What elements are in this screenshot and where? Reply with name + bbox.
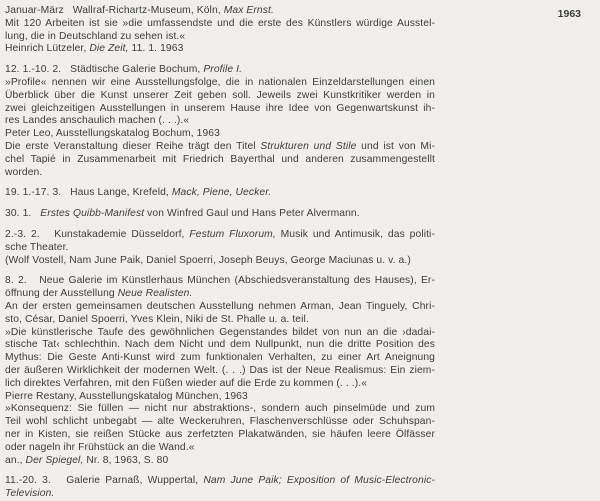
- entry: [5, 275, 435, 467]
- text-line: [5, 352, 435, 365]
- italic-title-text: Erstes Quibb-Manifest: [40, 208, 145, 220]
- text-line: [5, 339, 435, 352]
- text-segment: sto, César, Daniel Spoerri, Yves Klein, Niki de St. Phalle u. a. teil.: [5, 313, 309, 325]
- text-line: [5, 154, 435, 167]
- text-line: [5, 288, 435, 301]
- text-segment: res Landes anschaulich machen (. . .).«: [5, 115, 190, 127]
- text-segment: Die erste Veranstaltung dieser Reihe trägt den Titel: [5, 140, 261, 152]
- text-segment: Peter Leo, Ausstellungskatalog Bochum, 1963: [5, 128, 220, 140]
- text-line: [5, 43, 435, 56]
- text-segment: Mythus: Die Geste Anti-Kunst wird zum funktionalen Verhalten, zu einer Art Aneignung: [5, 352, 435, 364]
- text-segment: »Die künstlerische Taufe des gewöhnlichen Gegenstandes bildet von nun an die ›dadai-: [5, 326, 435, 338]
- text-segment: öffnung der Ausstellung: [5, 288, 118, 300]
- italic-title-text: Max Ernst.: [223, 5, 274, 16]
- year-label: 1963: [557, 8, 581, 20]
- entry: [5, 208, 435, 221]
- text-segment: Musik und Antimusik, das politi-: [275, 228, 435, 240]
- text-line: [5, 255, 435, 268]
- italic-title-text: Mack, Piene, Uecker.: [171, 187, 272, 199]
- text-segment: lung, die in Deutschland zu sehen ist.«: [5, 30, 186, 42]
- text-segment: 2.-3. 2. Kunstakademie Düsseldorf,: [5, 228, 190, 240]
- text-line: [5, 391, 435, 404]
- text-segment: Teil wohl schlicht unbegabt — alte Weckeruhren, Flaschenverschlüsse oder Schuhspan-: [5, 416, 435, 428]
- entry: [5, 187, 435, 200]
- text-line: [5, 115, 435, 128]
- text-line: [5, 141, 435, 154]
- text-line: [5, 103, 435, 116]
- text-line: [5, 187, 435, 200]
- text-line: [5, 275, 435, 288]
- text-segment: und ist von Mi-: [356, 140, 436, 152]
- text-line: [5, 301, 435, 314]
- text-segment: lich direktes Verfahren, mit den Füßen wieder auf die Erde zu kommen (. . .).«: [5, 377, 368, 389]
- text-segment: oder nageln ihr Frühstück an die Wand.«: [5, 441, 195, 453]
- text-segment: An der ersten gemeinsamen deutschen Ausstellung nehmen Arman, Jean Tinguely, Chri-: [5, 300, 435, 312]
- italic-title-text: Die Zeit,: [89, 43, 129, 55]
- text-segment: (Wolf Vostell, Nam June Paik, Daniel Spoerri, Joseph Beuys, George Maciunas u. v. a.): [5, 254, 411, 266]
- text-line: [5, 242, 435, 255]
- text-line: [5, 167, 435, 180]
- text-segment: »Profile« nennen wir eine Ausstellungsfolge, die in nationalen Einzeldarstellungen einen: [5, 76, 435, 88]
- text-segment: Januar-März Wallraf-Richartz-Museum, Köln,: [5, 5, 224, 16]
- text-segment: der äußeren Wirklichkeit der modernen Welt. (. . .) Das ist der Neue Realismus: Ein ziem-: [5, 364, 435, 376]
- text-line: [5, 314, 435, 327]
- entry: [5, 229, 435, 267]
- entry: [5, 64, 435, 179]
- text-segment: 11. 1. 1963: [128, 43, 184, 55]
- text-segment: sche Theater.: [5, 241, 69, 253]
- document-body: [5, 5, 435, 501]
- text-line: [5, 416, 435, 429]
- text-line: [5, 208, 435, 221]
- text-line: [5, 128, 435, 141]
- text-line: [5, 229, 435, 242]
- text-line: [5, 31, 435, 44]
- text-line: [5, 455, 435, 468]
- text-segment: 11.-20. 3. Galerie Parnaß, Wuppertal,: [5, 475, 204, 487]
- italic-title-text: Strukturen und Stile: [260, 140, 357, 152]
- text-line: [5, 64, 435, 77]
- text-line: [5, 475, 435, 488]
- italic-title-text: Television.: [5, 488, 55, 500]
- text-line: [5, 442, 435, 455]
- text-segment: ner in Kisten, sie reißen Stücke aus zerfetzten Plakatwänden, sie häufen leere Ölfässer: [5, 428, 435, 440]
- text-segment: Heinrich Lützeler,: [5, 43, 90, 55]
- text-line: [5, 488, 435, 501]
- text-line: [5, 403, 435, 416]
- text-segment: 19. 1.-17. 3. Haus Lange, Krefeld,: [5, 187, 172, 199]
- text-segment: Überblick über die Kunst unserer Zeit geben soll. Jeweils zwei Kunstkritiker werden in: [5, 89, 435, 101]
- text-segment: 30. 1.: [5, 208, 41, 220]
- entry: [5, 5, 435, 56]
- text-segment: an.,: [5, 454, 26, 466]
- text-line: [5, 378, 435, 391]
- text-segment: chel Tapié in Zusammenarbeit mit Friedrich Bayerthal und anderen zusammengestellt: [5, 153, 435, 165]
- text-segment: Pierre Restany, Ausstellungskatalog München, 1963: [5, 390, 248, 402]
- text-segment: von Winfred Gaul und Hans Peter Alvermann.: [144, 208, 360, 220]
- text-segment: zwei gleichzeitigen Ausstellungen in unserem Hause ihre Idee von Gegenwartskunst ih-: [5, 102, 435, 114]
- text-segment: stische Tat‹ schlechthin. Nach dem Nicht und dem Nullpunkt, nun die dritte Position des: [5, 339, 435, 351]
- italic-title-text: Neue Realisten.: [117, 288, 193, 300]
- text-line: [5, 365, 435, 378]
- text-segment: 12. 1.-10. 2. Städtische Galerie Bochum,: [5, 64, 204, 76]
- text-segment: Nr. 8, 1963, S. 80: [83, 454, 169, 466]
- text-line: [5, 327, 435, 340]
- italic-title-text: Nam June Paik; Exposition of Music-Electronic-: [203, 475, 435, 487]
- text-line: [5, 18, 435, 31]
- italic-title-text: Profile I.: [203, 64, 243, 76]
- text-segment: »Konsequenz: Sie füllen — nicht nur abstraktions-, sondern auch pinselmüde und zum: [5, 403, 435, 415]
- text-line: [5, 5, 435, 18]
- text-segment: worden.: [5, 166, 43, 178]
- text-line: [5, 77, 435, 90]
- text-line: [5, 90, 435, 103]
- entry: [5, 475, 435, 501]
- italic-title-text: Der Spiegel,: [25, 454, 84, 466]
- text-segment: 8. 2. Neue Galerie im Künstlerhaus München (Abschiedsveranstaltung des Hauses), Er-: [5, 275, 435, 287]
- text-line: [5, 429, 435, 442]
- text-segment: Mit 120 Arbeiten ist sie »die umfassendste und die erste des Künstlers würdige Ausstel-: [5, 17, 435, 29]
- italic-title-text: Festum Fluxorum,: [189, 228, 276, 240]
